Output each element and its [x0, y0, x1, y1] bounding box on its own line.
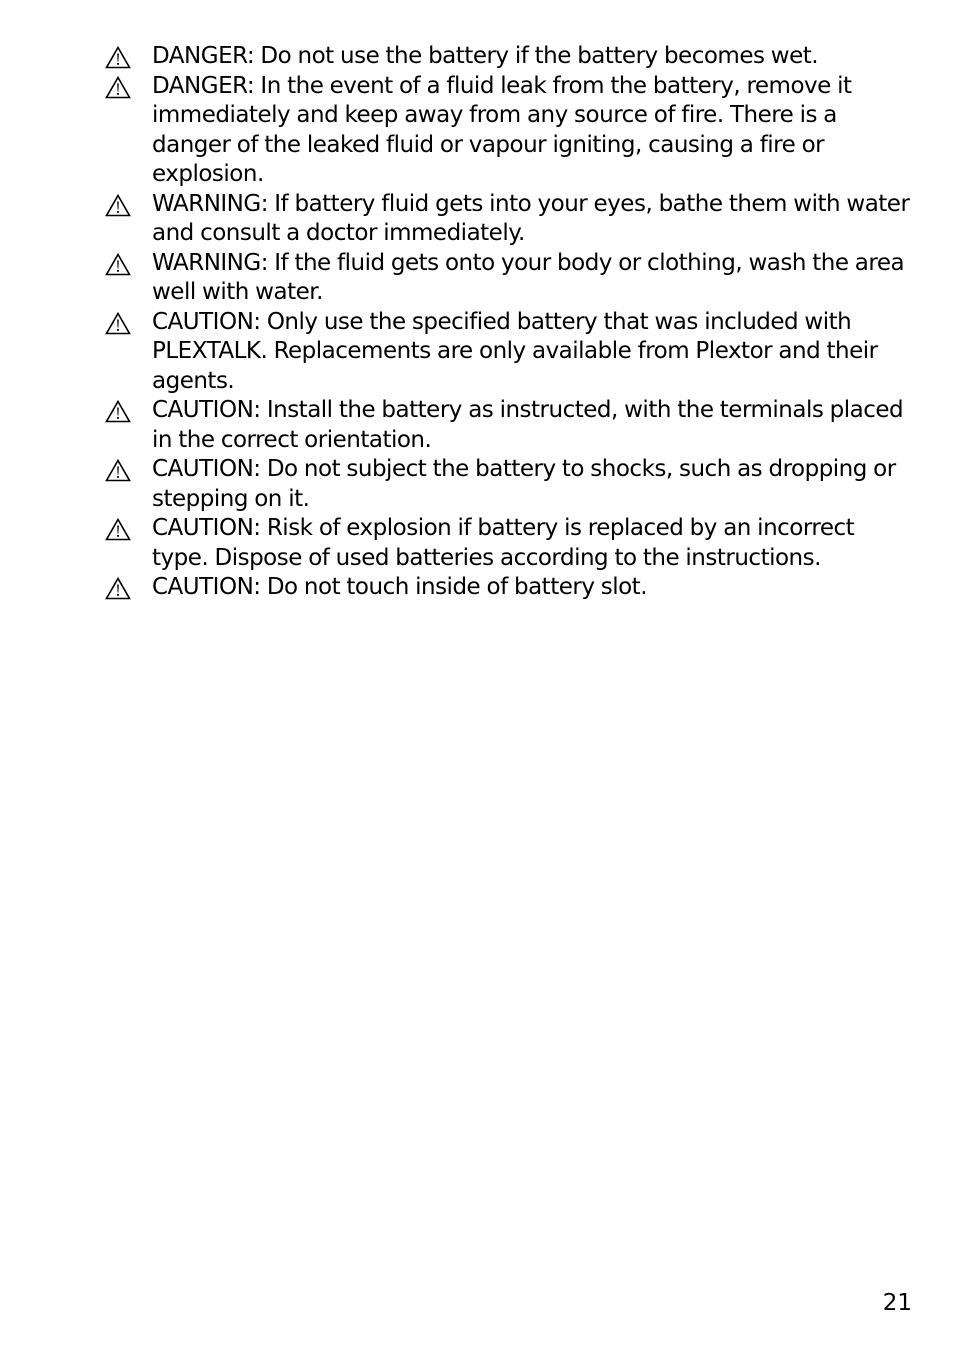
warning-text: CAUTION: Risk of explosion if battery is replaced by an incorrect type. Dispose of used batteries according to the instructions.: [152, 515, 855, 571]
warning-triangle-icon: [105, 400, 131, 423]
warning-triangle-icon: [105, 459, 131, 482]
warning-item: [105, 396, 915, 455]
warning-item: [105, 190, 915, 249]
warning-item: [105, 72, 915, 190]
warning-triangle-icon: [105, 518, 131, 541]
warning-item: [105, 573, 915, 603]
warning-item: [105, 455, 915, 514]
page-number: 21: [882, 1290, 912, 1316]
warning-text: DANGER: In the event of a fluid leak from the battery, remove it immediately and keep away from any source of fire. There is a danger of the leaked fluid or vapour igniting, causing a fire or explosion.: [152, 72, 852, 187]
warning-text: CAUTION: Install the battery as instructed, with the terminals placed in the correct orientation.: [152, 397, 904, 453]
warning-text: CAUTION: Only use the specified battery that was included with PLEXTALK. Replacements are only available from Plextor and their agents.: [152, 308, 878, 394]
warning-triangle-icon: [105, 253, 131, 276]
warning-text: CAUTION: Do not subject the battery to shocks, such as dropping or stepping on it.: [152, 456, 896, 512]
warning-item: [105, 42, 915, 72]
warning-triangle-icon: [105, 76, 131, 99]
warning-text: DANGER: Do not use the battery if the battery becomes wet.: [152, 43, 819, 69]
warning-list: [105, 42, 915, 603]
warning-item: [105, 249, 915, 308]
warning-item: [105, 514, 915, 573]
warning-triangle-icon: [105, 46, 131, 69]
warning-triangle-icon: [105, 577, 131, 600]
warning-text: CAUTION: Do not touch inside of battery slot.: [152, 574, 648, 600]
warning-item: [105, 308, 915, 397]
warning-text: WARNING: If battery fluid gets into your eyes, bathe them with water and consult a doctor immediately.: [152, 190, 910, 246]
warning-triangle-icon: [105, 194, 131, 217]
warning-text: WARNING: If the fluid gets onto your body or clothing, wash the area well with water.: [152, 249, 905, 305]
warning-triangle-icon: [105, 312, 131, 335]
